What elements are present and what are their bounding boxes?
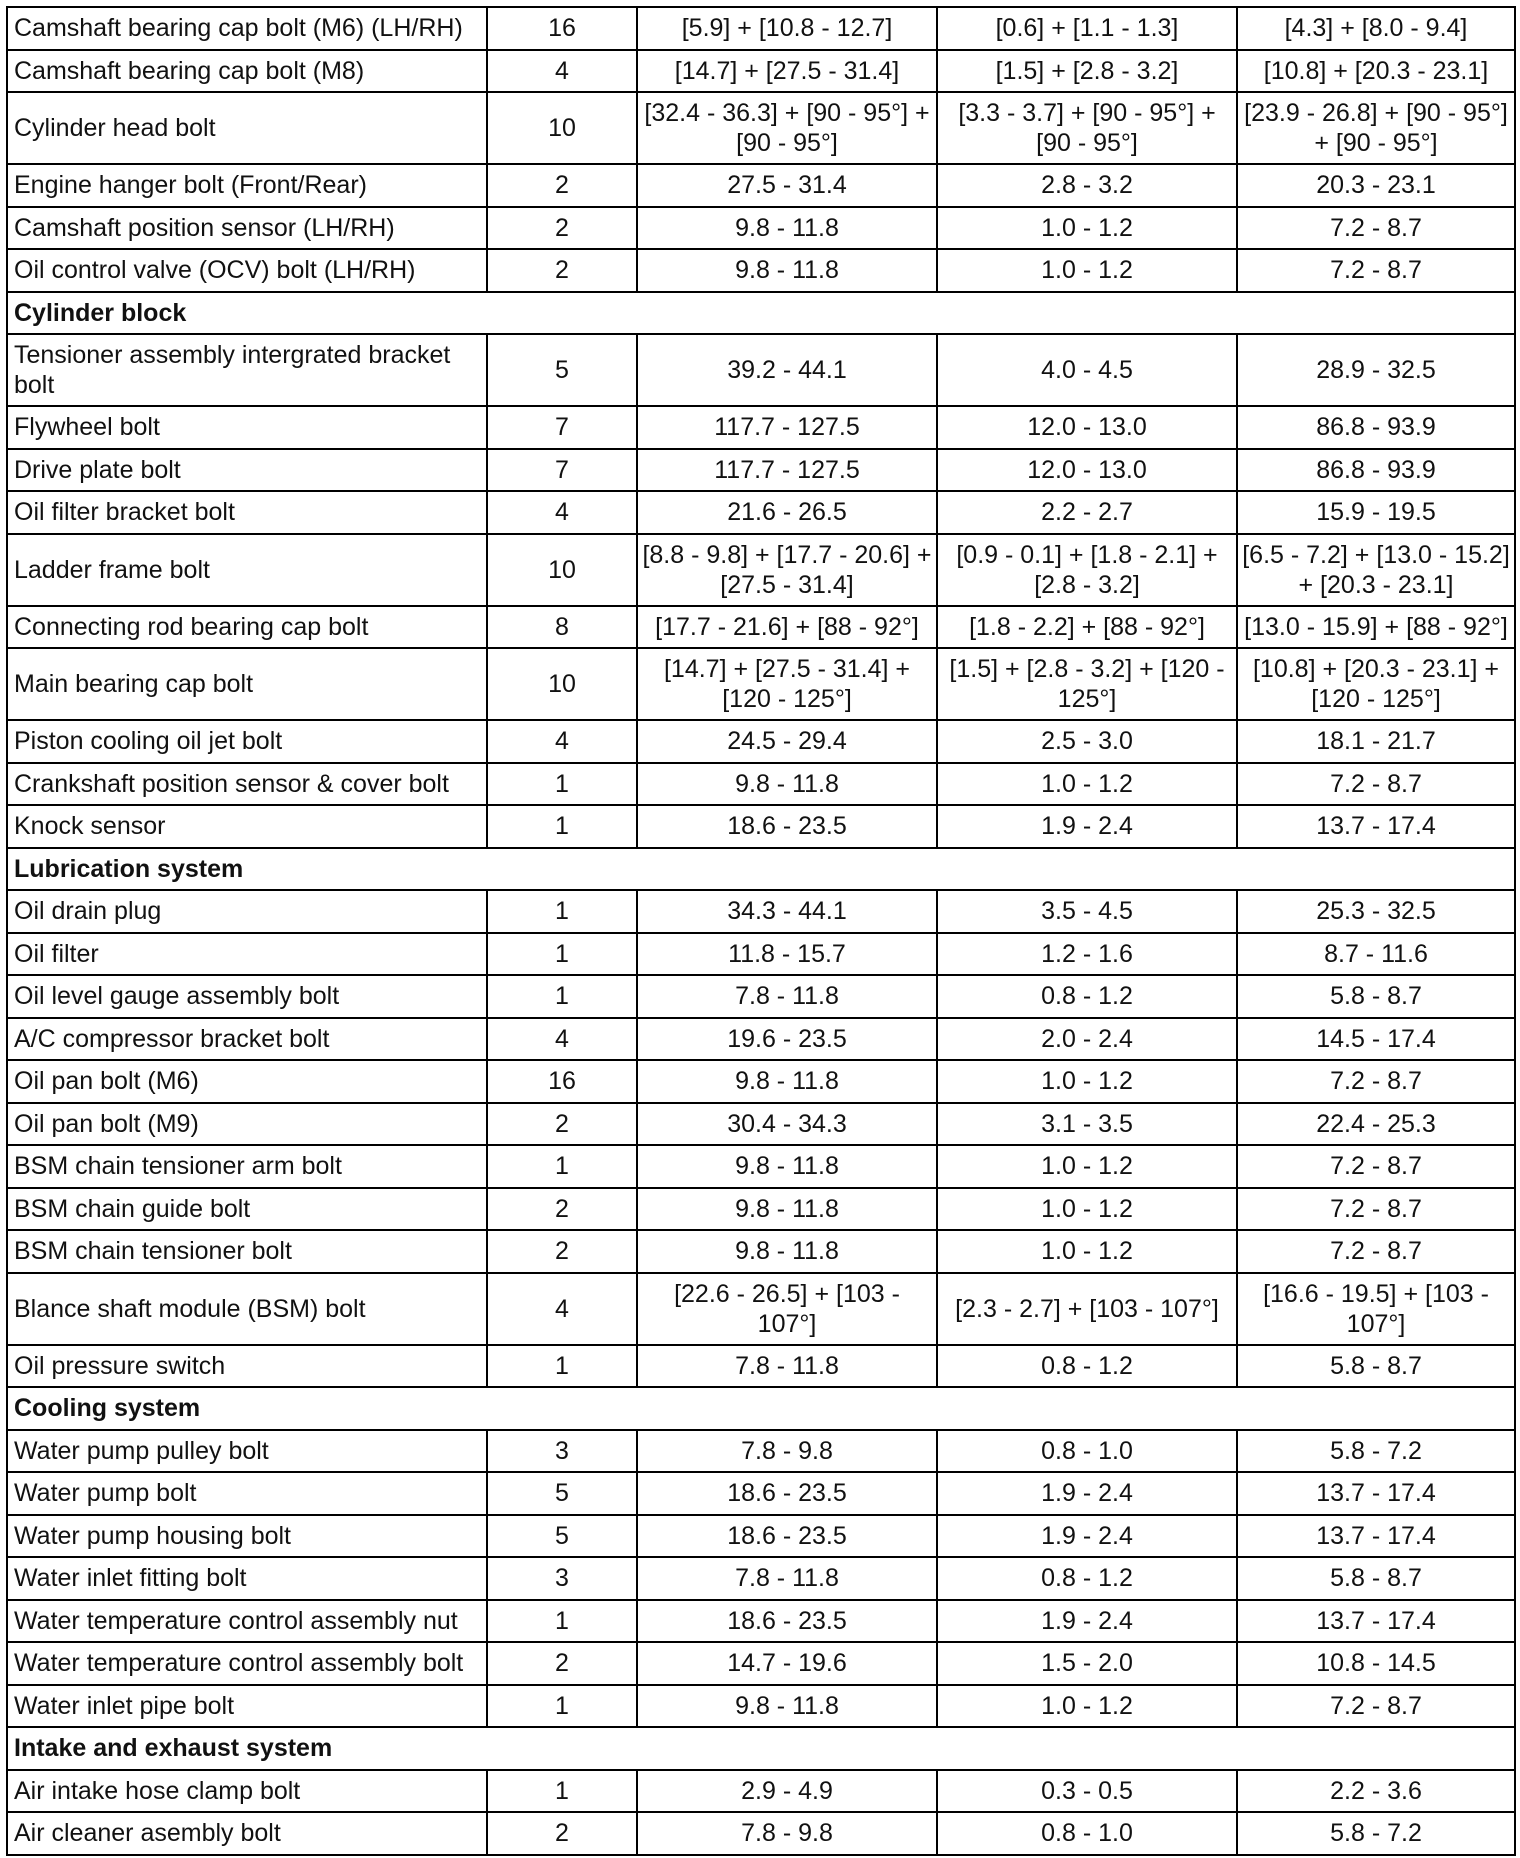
torque-nm-cell: 7.8 - 11.8: [637, 975, 937, 1018]
torque-lbfft-cell: 13.7 - 17.4: [1237, 1600, 1515, 1643]
torque-lbfft-cell: 25.3 - 32.5: [1237, 890, 1515, 933]
quantity-cell: 5: [487, 1472, 637, 1515]
torque-lbfft-cell: [6.5 - 7.2] + [13.0 - 15.2] + [20.3 - 23.1]: [1237, 534, 1515, 606]
torque-nm-cell: 27.5 - 31.4: [637, 164, 937, 207]
table-row: [7, 1515, 1515, 1558]
quantity-cell: 1: [487, 1770, 637, 1813]
item-name-cell: Oil filter: [7, 933, 487, 976]
table-row: [7, 534, 1515, 606]
quantity-cell: 2: [487, 1812, 637, 1855]
torque-kgfm-cell: 1.9 - 2.4: [937, 1472, 1237, 1515]
torque-lbfft-cell: 13.7 - 17.4: [1237, 805, 1515, 848]
torque-kgfm-cell: 2.2 - 2.7: [937, 491, 1237, 534]
torque-lbfft-cell: 10.8 - 14.5: [1237, 1642, 1515, 1685]
torque-lbfft-cell: [16.6 - 19.5] + [103 - 107°]: [1237, 1273, 1515, 1345]
torque-kgfm-cell: 1.0 - 1.2: [937, 763, 1237, 806]
quantity-cell: 4: [487, 491, 637, 534]
torque-lbfft-cell: 5.8 - 8.7: [1237, 1345, 1515, 1388]
torque-nm-cell: 18.6 - 23.5: [637, 805, 937, 848]
table-row: [7, 449, 1515, 492]
torque-kgfm-cell: [0.9 - 0.1] + [1.8 - 2.1] + [2.8 - 3.2]: [937, 534, 1237, 606]
torque-lbfft-cell: [13.0 - 15.9] + [88 - 92°]: [1237, 606, 1515, 649]
torque-nm-cell: [14.7] + [27.5 - 31.4] + [120 - 125°]: [637, 648, 937, 720]
section-title: Lubrication system: [7, 848, 1515, 891]
table-row: [7, 763, 1515, 806]
item-name-cell: Water temperature control assembly nut: [7, 1600, 487, 1643]
table-row: [7, 1600, 1515, 1643]
table-row: [7, 1230, 1515, 1273]
torque-kgfm-cell: 1.0 - 1.2: [937, 249, 1237, 292]
item-name-cell: Oil pressure switch: [7, 1345, 487, 1388]
table-row: [7, 1060, 1515, 1103]
torque-kgfm-cell: 12.0 - 13.0: [937, 406, 1237, 449]
torque-lbfft-cell: 5.8 - 7.2: [1237, 1812, 1515, 1855]
torque-kgfm-cell: 1.9 - 2.4: [937, 1600, 1237, 1643]
torque-kgfm-cell: 0.8 - 1.2: [937, 1345, 1237, 1388]
torque-nm-cell: 7.8 - 9.8: [637, 1812, 937, 1855]
quantity-cell: 4: [487, 1273, 637, 1345]
item-name-cell: Blance shaft module (BSM) bolt: [7, 1273, 487, 1345]
table-row: [7, 1642, 1515, 1685]
torque-kgfm-cell: 12.0 - 13.0: [937, 449, 1237, 492]
item-name-cell: Oil control valve (OCV) bolt (LH/RH): [7, 249, 487, 292]
torque-nm-cell: 7.8 - 11.8: [637, 1557, 937, 1600]
torque-nm-cell: [22.6 - 26.5] + [103 - 107°]: [637, 1273, 937, 1345]
table-row: [7, 334, 1515, 406]
torque-lbfft-cell: 13.7 - 17.4: [1237, 1472, 1515, 1515]
table-row: [7, 890, 1515, 933]
torque-lbfft-cell: 5.8 - 8.7: [1237, 975, 1515, 1018]
item-name-cell: Engine hanger bolt (Front/Rear): [7, 164, 487, 207]
torque-kgfm-cell: 1.0 - 1.2: [937, 1145, 1237, 1188]
quantity-cell: 2: [487, 164, 637, 207]
quantity-cell: 4: [487, 1018, 637, 1061]
item-name-cell: Main bearing cap bolt: [7, 648, 487, 720]
torque-lbfft-cell: 7.2 - 8.7: [1237, 1685, 1515, 1728]
quantity-cell: 1: [487, 1345, 637, 1388]
torque-nm-cell: 21.6 - 26.5: [637, 491, 937, 534]
quantity-cell: 2: [487, 1642, 637, 1685]
torque-nm-cell: 9.8 - 11.8: [637, 1188, 937, 1231]
item-name-cell: Ladder frame bolt: [7, 534, 487, 606]
torque-lbfft-cell: 13.7 - 17.4: [1237, 1515, 1515, 1558]
torque-nm-cell: 18.6 - 23.5: [637, 1600, 937, 1643]
quantity-cell: 1: [487, 763, 637, 806]
torque-nm-cell: 117.7 - 127.5: [637, 406, 937, 449]
torque-nm-cell: 117.7 - 127.5: [637, 449, 937, 492]
torque-kgfm-cell: [2.3 - 2.7] + [103 - 107°]: [937, 1273, 1237, 1345]
torque-lbfft-cell: 7.2 - 8.7: [1237, 249, 1515, 292]
torque-kgfm-cell: [1.5] + [2.8 - 3.2] + [120 - 125°]: [937, 648, 1237, 720]
table-row: [7, 1770, 1515, 1813]
table-row: [7, 933, 1515, 976]
table-row: [7, 648, 1515, 720]
quantity-cell: 4: [487, 720, 637, 763]
quantity-cell: 10: [487, 648, 637, 720]
quantity-cell: 2: [487, 1188, 637, 1231]
torque-kgfm-cell: 1.9 - 2.4: [937, 1515, 1237, 1558]
table-row: [7, 92, 1515, 164]
torque-kgfm-cell: 2.0 - 2.4: [937, 1018, 1237, 1061]
torque-lbfft-cell: [10.8] + [20.3 - 23.1]: [1237, 50, 1515, 93]
table-row: [7, 1103, 1515, 1146]
item-name-cell: Camshaft bearing cap bolt (M6) (LH/RH): [7, 7, 487, 50]
torque-nm-cell: 7.8 - 9.8: [637, 1430, 937, 1473]
quantity-cell: 5: [487, 334, 637, 406]
table-row: [7, 1557, 1515, 1600]
torque-lbfft-cell: 5.8 - 7.2: [1237, 1430, 1515, 1473]
torque-nm-cell: 14.7 - 19.6: [637, 1642, 937, 1685]
quantity-cell: 8: [487, 606, 637, 649]
torque-nm-cell: 9.8 - 11.8: [637, 1685, 937, 1728]
table-row: [7, 720, 1515, 763]
table-row: [7, 491, 1515, 534]
quantity-cell: 1: [487, 1685, 637, 1728]
quantity-cell: 5: [487, 1515, 637, 1558]
item-name-cell: Crankshaft position sensor & cover bolt: [7, 763, 487, 806]
torque-nm-cell: [32.4 - 36.3] + [90 - 95°] + [90 - 95°]: [637, 92, 937, 164]
quantity-cell: 2: [487, 1103, 637, 1146]
torque-nm-cell: 19.6 - 23.5: [637, 1018, 937, 1061]
torque-nm-cell: 9.8 - 11.8: [637, 1145, 937, 1188]
torque-nm-cell: 7.8 - 11.8: [637, 1345, 937, 1388]
torque-lbfft-cell: [23.9 - 26.8] + [90 - 95°] + [90 - 95°]: [1237, 92, 1515, 164]
item-name-cell: Camshaft position sensor (LH/RH): [7, 207, 487, 250]
item-name-cell: BSM chain tensioner arm bolt: [7, 1145, 487, 1188]
torque-nm-cell: 2.9 - 4.9: [637, 1770, 937, 1813]
quantity-cell: 1: [487, 975, 637, 1018]
quantity-cell: 1: [487, 1600, 637, 1643]
torque-nm-cell: [14.7] + [27.5 - 31.4]: [637, 50, 937, 93]
item-name-cell: Water pump bolt: [7, 1472, 487, 1515]
table-body: [7, 7, 1515, 1855]
torque-specification-table: [6, 6, 1516, 1856]
torque-nm-cell: [8.8 - 9.8] + [17.7 - 20.6] + [27.5 - 31.4]: [637, 534, 937, 606]
quantity-cell: 1: [487, 805, 637, 848]
torque-lbfft-cell: 7.2 - 8.7: [1237, 1230, 1515, 1273]
item-name-cell: A/C compressor bracket bolt: [7, 1018, 487, 1061]
torque-kgfm-cell: 0.3 - 0.5: [937, 1770, 1237, 1813]
item-name-cell: Tensioner assembly intergrated bracket bolt: [7, 334, 487, 406]
quantity-cell: 1: [487, 1145, 637, 1188]
table-row: [7, 1273, 1515, 1345]
item-name-cell: Camshaft bearing cap bolt (M8): [7, 50, 487, 93]
item-name-cell: Water inlet pipe bolt: [7, 1685, 487, 1728]
table-row: [7, 1472, 1515, 1515]
item-name-cell: Water pump pulley bolt: [7, 1430, 487, 1473]
torque-lbfft-cell: 22.4 - 25.3: [1237, 1103, 1515, 1146]
torque-kgfm-cell: [1.8 - 2.2] + [88 - 92°]: [937, 606, 1237, 649]
section-header-row: [7, 1727, 1515, 1770]
table-row: [7, 406, 1515, 449]
quantity-cell: 2: [487, 207, 637, 250]
torque-kgfm-cell: 1.0 - 1.2: [937, 1060, 1237, 1103]
item-name-cell: Drive plate bolt: [7, 449, 487, 492]
torque-kgfm-cell: 1.2 - 1.6: [937, 933, 1237, 976]
torque-lbfft-cell: 8.7 - 11.6: [1237, 933, 1515, 976]
torque-kgfm-cell: 2.5 - 3.0: [937, 720, 1237, 763]
torque-kgfm-cell: 4.0 - 4.5: [937, 334, 1237, 406]
torque-kgfm-cell: 0.8 - 1.0: [937, 1430, 1237, 1473]
torque-kgfm-cell: 1.5 - 2.0: [937, 1642, 1237, 1685]
item-name-cell: Water temperature control assembly bolt: [7, 1642, 487, 1685]
torque-kgfm-cell: 0.8 - 1.2: [937, 975, 1237, 1018]
torque-kgfm-cell: [0.6] + [1.1 - 1.3]: [937, 7, 1237, 50]
item-name-cell: Water inlet fitting bolt: [7, 1557, 487, 1600]
torque-kgfm-cell: [3.3 - 3.7] + [90 - 95°] + [90 - 95°]: [937, 92, 1237, 164]
quantity-cell: 1: [487, 890, 637, 933]
torque-kgfm-cell: 1.0 - 1.2: [937, 1230, 1237, 1273]
torque-lbfft-cell: 18.1 - 21.7: [1237, 720, 1515, 763]
quantity-cell: 2: [487, 1230, 637, 1273]
quantity-cell: 7: [487, 406, 637, 449]
table-row: [7, 1188, 1515, 1231]
torque-kgfm-cell: 0.8 - 1.0: [937, 1812, 1237, 1855]
quantity-cell: 10: [487, 92, 637, 164]
torque-nm-cell: [17.7 - 21.6] + [88 - 92°]: [637, 606, 937, 649]
torque-kgfm-cell: 3.1 - 3.5: [937, 1103, 1237, 1146]
torque-lbfft-cell: 28.9 - 32.5: [1237, 334, 1515, 406]
torque-lbfft-cell: 7.2 - 8.7: [1237, 207, 1515, 250]
torque-lbfft-cell: 2.2 - 3.6: [1237, 1770, 1515, 1813]
torque-nm-cell: 34.3 - 44.1: [637, 890, 937, 933]
section-header-row: [7, 292, 1515, 335]
section-title: Cooling system: [7, 1387, 1515, 1430]
item-name-cell: Piston cooling oil jet bolt: [7, 720, 487, 763]
item-name-cell: Flywheel bolt: [7, 406, 487, 449]
torque-lbfft-cell: 7.2 - 8.7: [1237, 1145, 1515, 1188]
item-name-cell: Oil pan bolt (M9): [7, 1103, 487, 1146]
torque-kgfm-cell: 1.0 - 1.2: [937, 1685, 1237, 1728]
torque-nm-cell: 9.8 - 11.8: [637, 207, 937, 250]
table-row: [7, 1685, 1515, 1728]
torque-lbfft-cell: [4.3] + [8.0 - 9.4]: [1237, 7, 1515, 50]
item-name-cell: Knock sensor: [7, 805, 487, 848]
torque-lbfft-cell: 86.8 - 93.9: [1237, 406, 1515, 449]
table-row: [7, 1345, 1515, 1388]
torque-nm-cell: 30.4 - 34.3: [637, 1103, 937, 1146]
item-name-cell: Oil pan bolt (M6): [7, 1060, 487, 1103]
quantity-cell: 3: [487, 1557, 637, 1600]
torque-nm-cell: 9.8 - 11.8: [637, 1230, 937, 1273]
section-header-row: [7, 848, 1515, 891]
item-name-cell: Air intake hose clamp bolt: [7, 1770, 487, 1813]
item-name-cell: Cylinder head bolt: [7, 92, 487, 164]
torque-kgfm-cell: 0.8 - 1.2: [937, 1557, 1237, 1600]
torque-kgfm-cell: 1.0 - 1.2: [937, 1188, 1237, 1231]
quantity-cell: 16: [487, 1060, 637, 1103]
torque-lbfft-cell: 7.2 - 8.7: [1237, 1188, 1515, 1231]
quantity-cell: 2: [487, 249, 637, 292]
torque-nm-cell: 18.6 - 23.5: [637, 1472, 937, 1515]
torque-lbfft-cell: 20.3 - 23.1: [1237, 164, 1515, 207]
item-name-cell: Air cleaner asembly bolt: [7, 1812, 487, 1855]
item-name-cell: Oil drain plug: [7, 890, 487, 933]
section-title: Cylinder block: [7, 292, 1515, 335]
torque-lbfft-cell: 7.2 - 8.7: [1237, 763, 1515, 806]
table-row: [7, 1430, 1515, 1473]
item-name-cell: Oil level gauge assembly bolt: [7, 975, 487, 1018]
quantity-cell: 16: [487, 7, 637, 50]
torque-nm-cell: 11.8 - 15.7: [637, 933, 937, 976]
table-row: [7, 805, 1515, 848]
torque-lbfft-cell: 86.8 - 93.9: [1237, 449, 1515, 492]
section-title: Intake and exhaust system: [7, 1727, 1515, 1770]
torque-lbfft-cell: 7.2 - 8.7: [1237, 1060, 1515, 1103]
quantity-cell: 3: [487, 1430, 637, 1473]
table-row: [7, 1812, 1515, 1855]
torque-lbfft-cell: 14.5 - 17.4: [1237, 1018, 1515, 1061]
section-header-row: [7, 1387, 1515, 1430]
torque-kgfm-cell: 2.8 - 3.2: [937, 164, 1237, 207]
table-row: [7, 164, 1515, 207]
torque-kgfm-cell: 1.9 - 2.4: [937, 805, 1237, 848]
torque-nm-cell: [5.9] + [10.8 - 12.7]: [637, 7, 937, 50]
table-row: [7, 1145, 1515, 1188]
torque-nm-cell: 9.8 - 11.8: [637, 763, 937, 806]
table-row: [7, 1018, 1515, 1061]
item-name-cell: Water pump housing bolt: [7, 1515, 487, 1558]
quantity-cell: 10: [487, 534, 637, 606]
torque-nm-cell: 24.5 - 29.4: [637, 720, 937, 763]
torque-lbfft-cell: 5.8 - 8.7: [1237, 1557, 1515, 1600]
table-row: [7, 249, 1515, 292]
torque-nm-cell: 9.8 - 11.8: [637, 249, 937, 292]
torque-lbfft-cell: [10.8] + [20.3 - 23.1] + [120 - 125°]: [1237, 648, 1515, 720]
torque-nm-cell: 9.8 - 11.8: [637, 1060, 937, 1103]
item-name-cell: BSM chain tensioner bolt: [7, 1230, 487, 1273]
quantity-cell: 4: [487, 50, 637, 93]
table-row: [7, 207, 1515, 250]
table-row: [7, 975, 1515, 1018]
torque-nm-cell: 18.6 - 23.5: [637, 1515, 937, 1558]
torque-kgfm-cell: 1.0 - 1.2: [937, 207, 1237, 250]
quantity-cell: 7: [487, 449, 637, 492]
item-name-cell: Oil filter bracket bolt: [7, 491, 487, 534]
item-name-cell: Connecting rod bearing cap bolt: [7, 606, 487, 649]
torque-kgfm-cell: [1.5] + [2.8 - 3.2]: [937, 50, 1237, 93]
table-row: [7, 7, 1515, 50]
torque-nm-cell: 39.2 - 44.1: [637, 334, 937, 406]
item-name-cell: BSM chain guide bolt: [7, 1188, 487, 1231]
quantity-cell: 1: [487, 933, 637, 976]
table-row: [7, 50, 1515, 93]
table-row: [7, 606, 1515, 649]
torque-lbfft-cell: 15.9 - 19.5: [1237, 491, 1515, 534]
torque-kgfm-cell: 3.5 - 4.5: [937, 890, 1237, 933]
